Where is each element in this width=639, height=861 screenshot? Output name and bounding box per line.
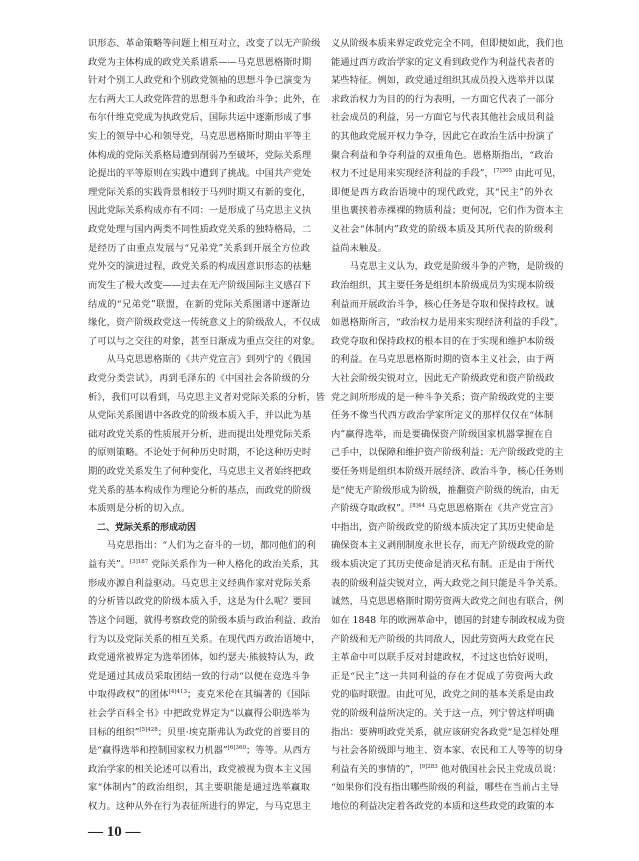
text-line bbox=[88, 147, 310, 166]
text-segment: 权力。这种从外在行为表征所进行的界定，与马克思主 bbox=[88, 800, 312, 812]
text-segment: 从马克思恩格斯的《共产党宣言》到列宁的《俄国 bbox=[106, 354, 312, 366]
text-line bbox=[331, 333, 553, 352]
text-line bbox=[331, 91, 553, 110]
text-line bbox=[88, 370, 310, 389]
text-line bbox=[88, 779, 310, 798]
text-segment: 诚然，马克思恩格斯时期劳资两大政党之间也有联合，例 bbox=[331, 596, 564, 608]
text-segment: 党是通过其成员采取团结一致的行动“以便在竞选斗争 bbox=[88, 670, 310, 682]
text-segment: 马克思主义认为，政党是阶级斗争的产物，是阶级的 bbox=[349, 261, 564, 273]
text-line bbox=[331, 165, 562, 184]
text-line bbox=[88, 631, 321, 650]
text-segment: 行为以及党际关系的相互关系。在现代西方政治语境中， bbox=[88, 633, 321, 645]
text-line bbox=[88, 686, 310, 705]
text-segment: 论提出的平等原则在实践中遭到了挑战。中国共产党处 bbox=[88, 168, 312, 180]
text-line bbox=[331, 761, 562, 780]
text-segment: 的原则策略。不论处于何种历史时期，不论这种历史时 bbox=[88, 447, 312, 459]
citation-superscript: [9]283 bbox=[419, 763, 438, 770]
text-segment: 表的阶级利益尖锐对立，两大政党之间只能是斗争关系。 bbox=[331, 577, 564, 589]
text-segment: 益尚未触及。 bbox=[331, 242, 387, 254]
text-segment: 答这个问题，就得考察政党的阶级本质与政治利益、政治 bbox=[88, 614, 321, 626]
text-segment: 由此可见， bbox=[512, 168, 562, 180]
text-line bbox=[331, 482, 559, 501]
text-line bbox=[331, 575, 564, 594]
text-segment: 结成的“兄弟党”联盟，在新的党际关系图谱中逐渐边 bbox=[88, 298, 310, 310]
text-line bbox=[331, 35, 564, 54]
text-segment: 党的临时联盟。由此可见，政党之间的基本关系是由政 bbox=[331, 689, 555, 701]
left-text-column bbox=[88, 35, 326, 817]
text-line bbox=[88, 258, 310, 277]
text-segment: 指出：要辨明政党关系，就应该研究各政党“是怎样处理 bbox=[331, 726, 559, 738]
page-number: — 10 — bbox=[88, 824, 141, 840]
text-segment: 的分析皆以政党的阶级本质入手，这是为什么呢？要回 bbox=[88, 596, 312, 608]
text-segment: 利益而开展政治斗争，核心任务是夺取和保持政权。诚 bbox=[331, 298, 555, 310]
text-segment: 政党通常被界定为选举团体，如约瑟夫·熊彼特认为，政 bbox=[88, 652, 315, 664]
text-segment: 任务不像当代西方政治学家所定义的那样仅仅在“体制 bbox=[331, 410, 553, 422]
text-segment: 是“使无产阶级形成为阶级，推翻资产阶级的统治，由无 bbox=[331, 484, 559, 496]
text-segment: 求政治权力为目的的行为表明，一方面它代表了一部分 bbox=[331, 93, 555, 105]
text-segment: 聚合利益和争夺利益的双重角色。恩格斯指出，“政治 bbox=[331, 149, 553, 161]
text-segment: 二、党际关系的形成动因 bbox=[97, 522, 197, 533]
right-text-column bbox=[331, 35, 566, 817]
citation-superscript: [3]187 bbox=[129, 559, 149, 566]
text-line bbox=[331, 351, 553, 370]
text-segment: 产阶级和无产阶级的共同敌人，因此劳资两大政党在民 bbox=[331, 633, 555, 645]
text-line bbox=[331, 500, 559, 519]
text-line bbox=[88, 482, 310, 501]
text-line bbox=[331, 258, 564, 277]
text-line bbox=[88, 556, 319, 575]
text-segment: 本质则是分析的切入点。 bbox=[88, 503, 191, 515]
text-line bbox=[331, 296, 553, 315]
text-segment: 是“赢得选举和控制国家权力机器” bbox=[88, 745, 228, 757]
text-line bbox=[88, 202, 310, 221]
text-segment: 社会学百科全书》中把政党界定为“以赢得公职选举为 bbox=[88, 707, 310, 719]
text-segment: 是经历了由重点发展与“兄弟党”关系到开展全方位政 bbox=[88, 242, 310, 254]
text-line bbox=[88, 389, 326, 408]
text-segment: “如果你们没有指出哪些阶级的利益，哪些在当前占主导 bbox=[331, 782, 559, 794]
text-segment: 即便是西方政治语境中的现代政党，其“民主”的外衣 bbox=[331, 186, 553, 198]
text-line bbox=[88, 444, 310, 463]
text-line bbox=[331, 668, 553, 687]
text-line bbox=[331, 109, 553, 128]
text-segment: 政治学家的相关论述可以看出，政党被视为资本主义国 bbox=[88, 763, 312, 775]
text-line bbox=[331, 147, 553, 166]
text-line bbox=[88, 798, 310, 817]
text-line bbox=[88, 500, 310, 519]
text-line bbox=[88, 426, 310, 445]
text-line bbox=[331, 519, 553, 538]
text-line bbox=[88, 296, 310, 315]
text-line bbox=[88, 537, 316, 556]
text-line bbox=[88, 407, 310, 426]
text-segment: 能通过西方政治学家的定义看到政党作为利益代表者的 bbox=[331, 56, 555, 68]
text-line bbox=[331, 649, 553, 668]
text-line bbox=[331, 724, 559, 743]
citation-superscript: [8]44 bbox=[410, 503, 425, 510]
text-line bbox=[331, 221, 553, 240]
text-segment: 政党夺取和保持政权的根本目的在于实现和维护本阶级 bbox=[331, 335, 555, 347]
text-segment: 如恩格斯所言，“政治权力是用来实现经济利益的手段”， bbox=[331, 317, 564, 329]
text-segment: 他对俄国社会民主党成员说： bbox=[437, 763, 562, 775]
text-line bbox=[88, 575, 310, 594]
text-line bbox=[88, 705, 310, 724]
text-line bbox=[331, 184, 553, 203]
text-line bbox=[88, 333, 321, 352]
text-line bbox=[88, 184, 310, 203]
text-line bbox=[331, 705, 553, 724]
text-segment: 体构成的党际关系格局遭到削弱乃至破坏，党际关系理 bbox=[88, 149, 312, 161]
text-line bbox=[331, 370, 553, 389]
section-heading bbox=[88, 519, 310, 538]
text-line bbox=[331, 537, 553, 556]
text-line bbox=[331, 612, 566, 631]
text-line bbox=[331, 631, 553, 650]
text-line bbox=[331, 426, 553, 445]
text-line bbox=[331, 779, 559, 798]
text-line bbox=[88, 351, 310, 370]
text-segment: 因此党际关系构成亦有不同：一是形成了马克思主义执 bbox=[88, 205, 312, 217]
text-line bbox=[331, 240, 553, 259]
text-segment: 针对个别工人政党和个别政党领袖的思想斗争已演变为 bbox=[88, 75, 312, 87]
text-line bbox=[88, 128, 310, 147]
text-line bbox=[88, 165, 310, 184]
text-segment: ；贝里·埃克斯弗认为政党的首要目的 bbox=[157, 726, 310, 738]
text-segment: 主革命中可以联手反对封建政权，不过这也恰好说明， bbox=[331, 652, 555, 664]
text-segment: 布尔什维克党成为执政党后，国际共运中逐渐形成了事 bbox=[88, 112, 312, 124]
text-segment: 级本质决定了其历史使命是消灭私有制。正是由于所代 bbox=[331, 559, 555, 571]
text-line bbox=[88, 35, 321, 54]
text-line bbox=[88, 240, 310, 259]
text-segment: 马克思恩格斯在《共产党宣言》 bbox=[424, 503, 559, 515]
text-line bbox=[331, 463, 564, 482]
text-segment: 实上的领导中心和领导党，马克思恩格斯时期由平等主 bbox=[88, 131, 312, 143]
text-segment: 确保资本主义剥削制度永世长存，而无产阶级政党的阶 bbox=[331, 540, 555, 552]
text-segment: 党之间所形成的是一种斗争关系；资产阶级政党的主要 bbox=[331, 391, 555, 403]
text-segment: 而发生了极大改变——过去在无产阶级国际主义感召下 bbox=[88, 279, 312, 291]
text-line bbox=[331, 686, 553, 705]
text-line bbox=[88, 463, 310, 482]
text-segment: 如在 1848 年的欧洲革命中，德国的封建专制政权成为资 bbox=[331, 614, 566, 626]
text-segment: 党的阶级利益所决定的。关于这一点，列宁曾这样明确 bbox=[331, 707, 555, 719]
text-line bbox=[88, 649, 315, 668]
text-segment: 了可以与之交往的对象，甚至日渐成为重点交往的对象。 bbox=[88, 335, 321, 347]
text-segment: 中取得政权”的团体 bbox=[88, 689, 169, 701]
text-line bbox=[331, 202, 564, 221]
text-line bbox=[88, 109, 310, 128]
text-segment: 左右两大工人政党阵营的思想斗争和政治斗争；此外，在 bbox=[88, 93, 321, 105]
text-segment: 里也裹挟着赤裸裸的物质利益；更何况，它们作为资本主 bbox=[331, 205, 564, 217]
text-segment: 利益有关的事情的”， bbox=[331, 763, 420, 775]
text-segment: 义社会“体制内”政党的阶级本质及其所代表的阶级利 bbox=[331, 224, 553, 236]
text-segment: 中指出，资产阶级政党的阶级本质决定了其历史使命是 bbox=[331, 521, 555, 533]
text-line bbox=[331, 389, 553, 408]
text-segment: 识形态、革命策略等问题上相互对立，改变了以无产阶级 bbox=[88, 38, 321, 49]
text-segment: 析》，我们可以看到，马克思主义者对党际关系的分析，皆 bbox=[88, 391, 326, 403]
text-segment: 政治组织，其主要任务是组织本阶级成员为实现本阶级 bbox=[331, 279, 555, 291]
text-segment: 的利益。在马克思恩格斯时期的资本主义社会，由于两 bbox=[331, 354, 555, 366]
text-line bbox=[331, 54, 553, 73]
text-line bbox=[88, 724, 310, 743]
citation-superscript: [4]413 bbox=[168, 689, 188, 696]
text-segment: 社会成员的利益，另一方面它与代表其他社会成员利益 bbox=[331, 112, 555, 124]
citation-superscript: [6]360 bbox=[227, 745, 246, 752]
text-segment: 形成亦源自利益驱动。马克思主义经典作家对党际关系 bbox=[88, 577, 312, 589]
text-segment: 产阶级夺取政权”。 bbox=[331, 503, 411, 515]
text-segment: 马克思指出：“人们为之奋斗的一切，都同他们的利 bbox=[106, 540, 316, 552]
text-line bbox=[331, 798, 553, 817]
text-segment: 己手中，以保障和维护资产阶级利益；无产阶级政党的主 bbox=[331, 447, 564, 459]
text-segment: 益有关”。 bbox=[88, 559, 130, 571]
text-line bbox=[88, 72, 310, 91]
text-line bbox=[331, 72, 553, 91]
text-segment: 政党处理与国内两类不同性质政党关系的独特格局，二 bbox=[88, 224, 312, 236]
text-segment: 大社会阶级尖锐对立，因此无产阶级政党和资产阶级政 bbox=[331, 372, 555, 384]
text-segment: 础对政党关系的性质展开分析，进而提出处理党际关系 bbox=[88, 428, 312, 440]
text-line bbox=[88, 314, 321, 333]
text-line bbox=[331, 277, 553, 296]
text-segment: 政党分类尝试》，再到毛泽东的《中国社会各阶级的分 bbox=[88, 372, 310, 384]
text-line bbox=[331, 742, 564, 761]
text-segment: 党关系的基本构成作为理论分析的基点，而政党的阶级 bbox=[88, 484, 312, 496]
text-segment: 要任务则是组织本阶级开展经济、政治斗争，核心任务则 bbox=[331, 466, 564, 478]
text-line bbox=[331, 314, 564, 333]
citation-superscript: [5]428 bbox=[139, 726, 158, 733]
text-line bbox=[88, 221, 310, 240]
text-segment: 的其他政党展开权力争夺，因此它在政治生活中扮演了 bbox=[331, 131, 555, 143]
text-line bbox=[88, 593, 310, 612]
text-line bbox=[88, 668, 310, 687]
text-line bbox=[331, 128, 553, 147]
text-segment: 某些特征。例如，政党通过组织其成员投入选举并以谋 bbox=[331, 75, 555, 87]
text-line bbox=[331, 593, 564, 612]
text-line bbox=[331, 444, 564, 463]
text-segment: 内”赢得选举，而是要确保资产阶级国家机器掌握在自 bbox=[331, 428, 553, 440]
text-line bbox=[88, 54, 310, 73]
text-segment: 与社会各阶级即与地主、资本家、农民和工人等等的切身 bbox=[331, 745, 564, 757]
text-segment: 目标的组织” bbox=[88, 726, 140, 738]
text-segment: ；麦克米伦在其编著的《国际 bbox=[187, 689, 310, 701]
text-segment: ；等等。从西方 bbox=[245, 745, 312, 757]
text-line bbox=[88, 742, 310, 761]
text-segment: 理党际关系的实践背景相较于马列时期又有新的变化， bbox=[88, 186, 312, 198]
text-line bbox=[88, 612, 321, 631]
text-segment: 权力不过是用来实现经济利益的手段”， bbox=[331, 168, 494, 180]
text-segment: 缘化，资产阶级政党这一传统意义上的阶级敌人，不仅成 bbox=[88, 317, 321, 329]
text-segment: 地位的利益决定着各政党的本质和这些政党的政策的本 bbox=[331, 800, 555, 812]
text-line bbox=[88, 761, 310, 780]
text-segment: 正是“民主”这一共同利益的存在才促成了劳资两大政 bbox=[331, 670, 553, 682]
text-line bbox=[88, 277, 310, 296]
text-segment: 党际关系作为一种人格化的政治关系，其 bbox=[148, 559, 319, 571]
text-line bbox=[331, 556, 553, 575]
text-segment: 义从阶级本质来界定政党完全不同，但即便如此，我们也 bbox=[331, 38, 564, 49]
citation-superscript: [7]305 bbox=[493, 168, 513, 175]
text-segment: 从党际关系图谱中各政党的阶级本质入手，并以此为基 bbox=[88, 410, 312, 422]
text-segment: 期的政党关系发生了何种变化，马克思主义者始终把政 bbox=[88, 466, 312, 478]
text-line bbox=[331, 407, 553, 426]
text-segment: 政党为主体构成的政党关系谱系——马克思恩格斯时期 bbox=[88, 56, 312, 68]
text-line bbox=[88, 91, 321, 110]
text-segment: 党外交的演进过程，政党关系的构成因意识形态的祛魅 bbox=[88, 261, 312, 273]
text-segment: 家“体制内”的政治组织，其主要职能是通过选举赢取 bbox=[88, 782, 310, 794]
